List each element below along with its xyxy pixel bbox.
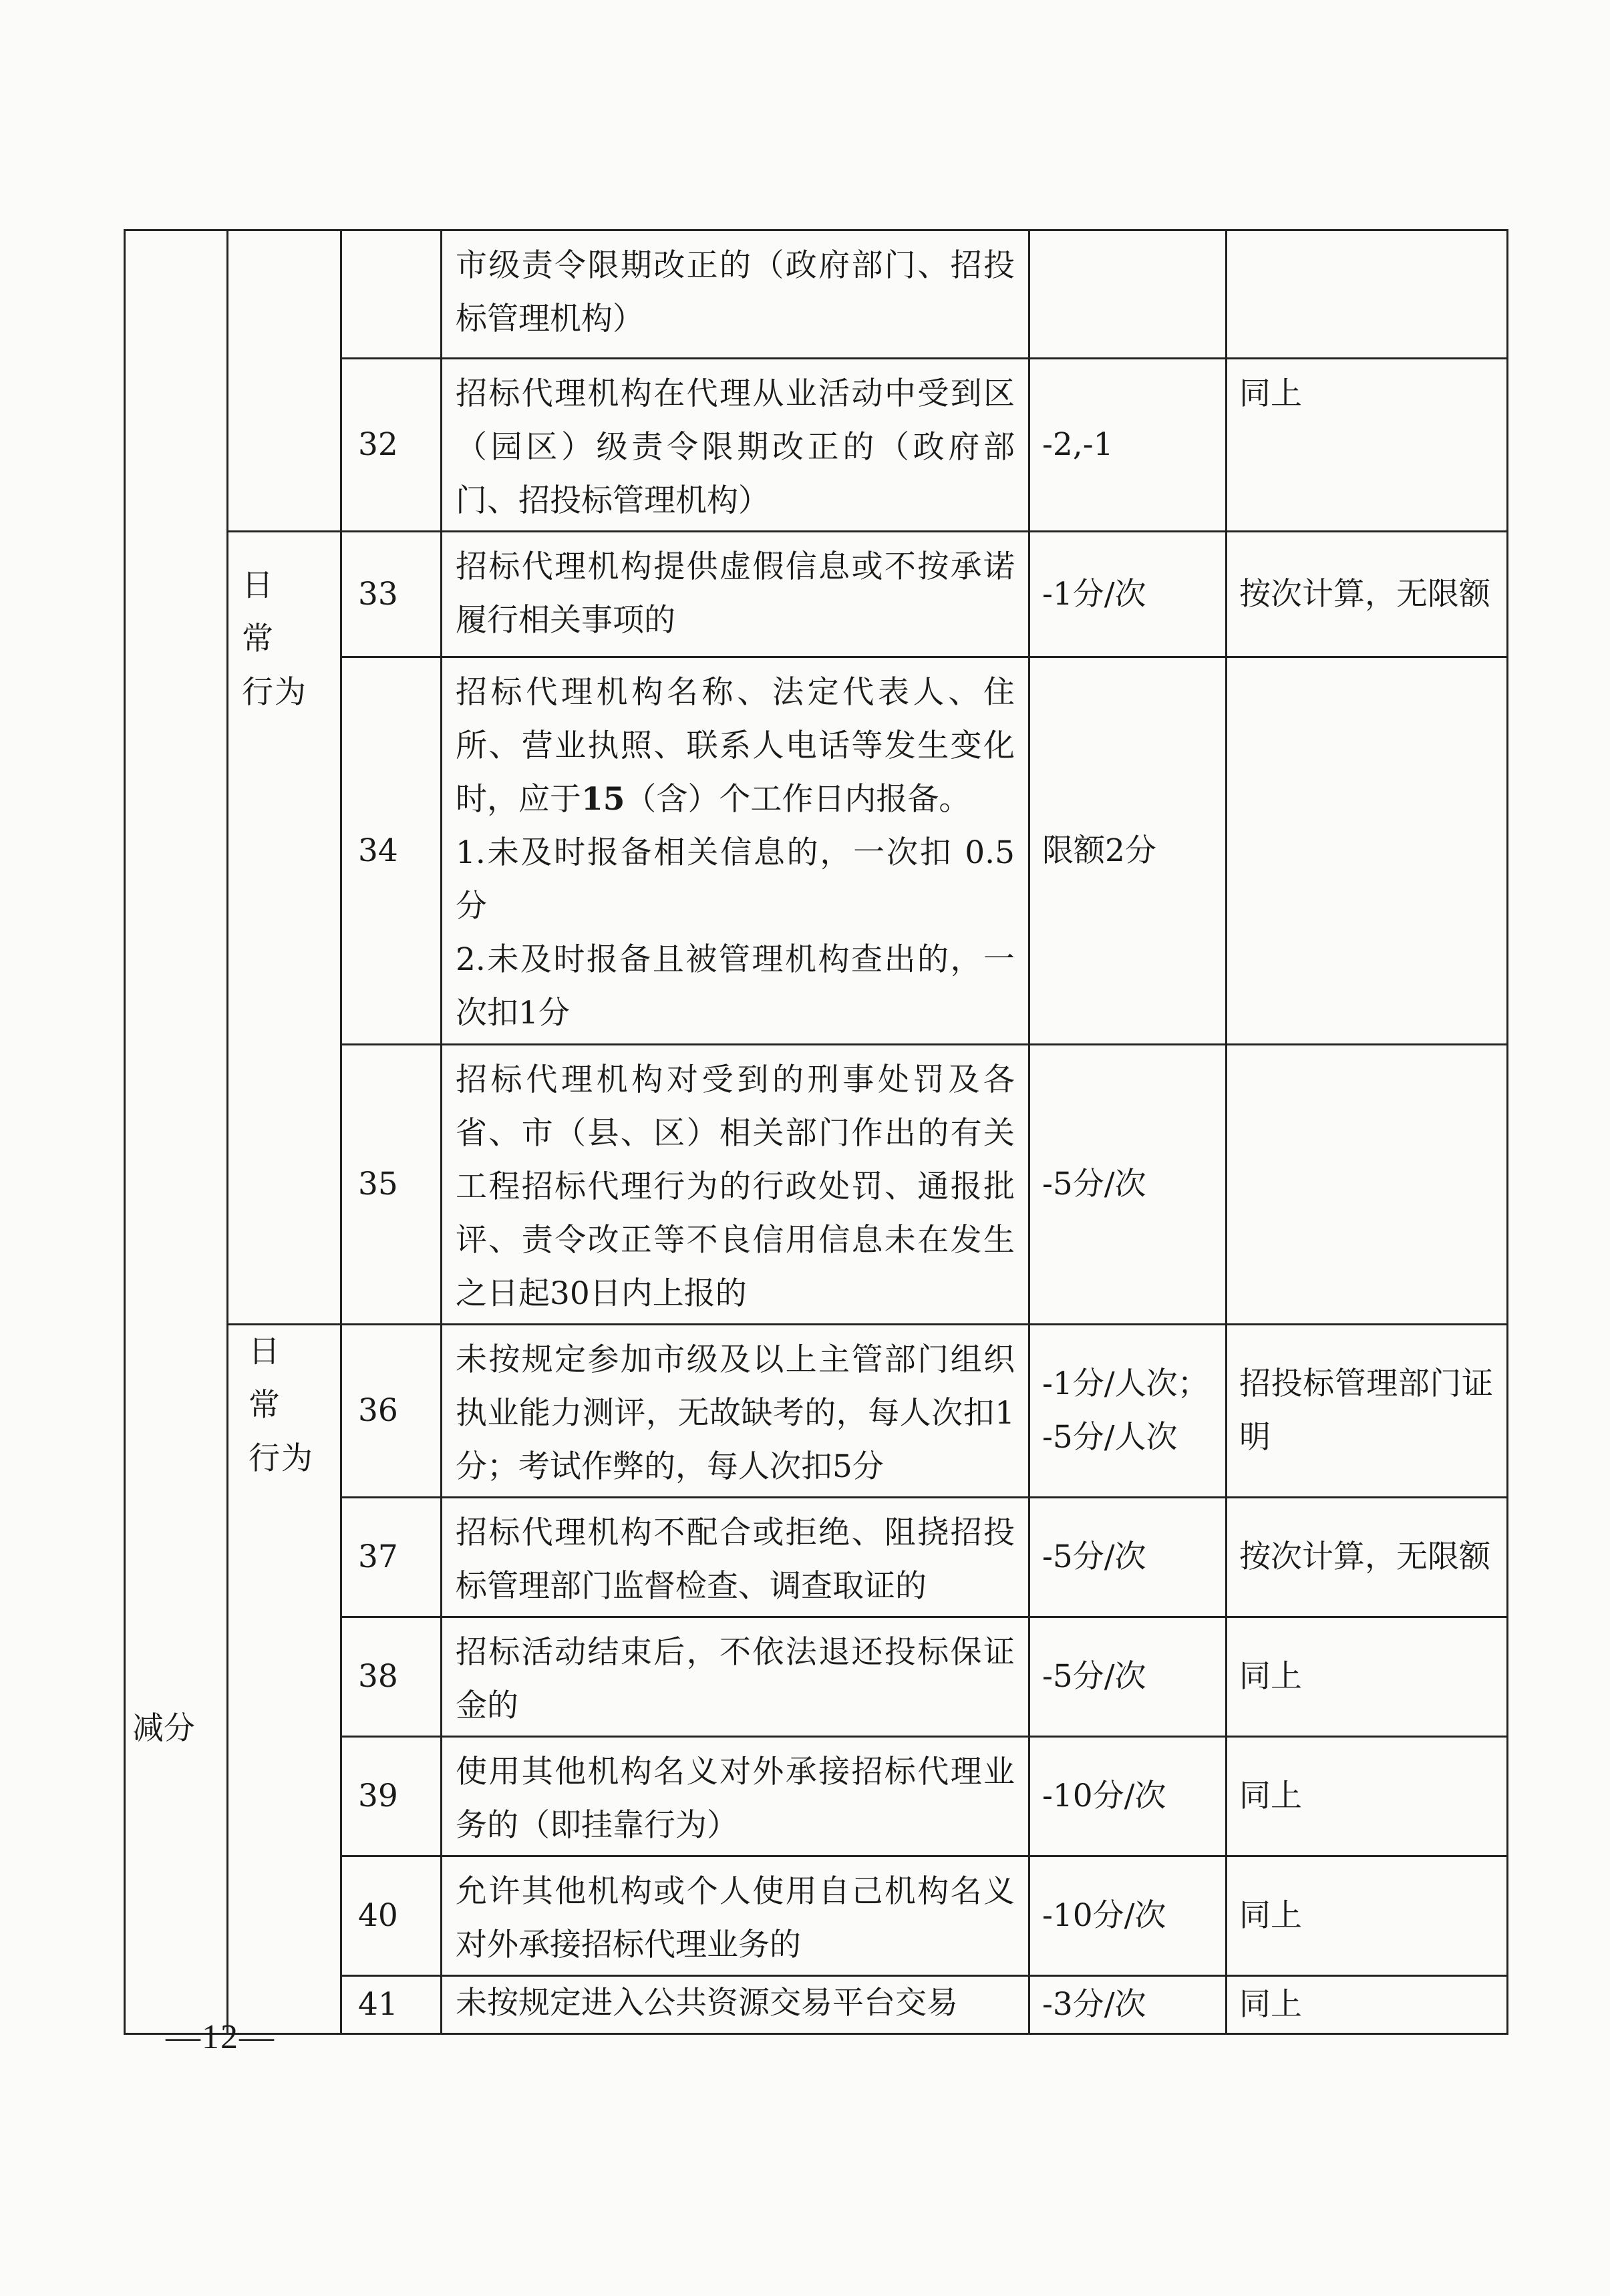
item-number: 39 (341, 1737, 442, 1856)
item-description: 招标代理机构在代理从业活动中受到区（园区）级责令限期改正的（政府部门、招投标管理机构） (442, 359, 1029, 532)
item-description: 使用其他机构名义对外承接招标代理业务的（即挂靠行为） (442, 1737, 1029, 1856)
category-cell-deduction: 减分 (125, 230, 228, 2034)
item-note: 同上 (1227, 1976, 1508, 2034)
item-description: 未按规定参加市级及以上主管部门组织执业能力测评，无故缺考的，每人次扣1分；考试作弊的，每人次扣5分 (442, 1325, 1029, 1498)
sub-category-cell-daily-behavior (228, 532, 341, 1325)
item-description-rule-2: 2.未及时报备且被管理机构查出的，一次扣1分 (456, 941, 1015, 1031)
item-note: 同上 (1227, 1856, 1508, 1976)
item-description: 未按规定进入公共资源交易平台交易 (442, 1976, 1029, 2034)
sub-category-label: 日 常 行为 (242, 567, 307, 711)
item-score: -1分/次 (1029, 532, 1227, 657)
item-description: 招标代理机构不配合或拒绝、阻挠招投标管理部门监督检查、调查取证的 (442, 1498, 1029, 1617)
item-score (1029, 1325, 1227, 1498)
item-number: 40 (341, 1856, 442, 1976)
table-row (125, 532, 1508, 657)
item-number: 41 (341, 1976, 442, 2034)
item-number: 36 (341, 1325, 442, 1498)
item-score: -10分/次 (1029, 1856, 1227, 1976)
item-description-part: （含）个工作日内报备。 (625, 781, 971, 818)
item-description: 招标代理机构对受到的刑事处罚及各省、市（县、区）相关部门作出的有关工程招标代理行为的行政处罚、通报批评、责令改正等不良信用信息未在发生之日起30日内上报的 (442, 1045, 1029, 1325)
item-score: -5分/次 (1029, 1617, 1227, 1737)
item-number (341, 230, 442, 359)
item-description-part: 招标代理机构名称、法定代表人、住所、营业执照、联系人电话等发生变化时，应于 (456, 674, 1015, 818)
item-note: 同上 (1227, 1737, 1508, 1856)
item-number: 37 (341, 1498, 442, 1617)
sub-category-label: 日 常 行为 (249, 1333, 314, 1477)
item-score: -10分/次 (1029, 1737, 1227, 1856)
item-score-line: -5分/人次 (1042, 1419, 1178, 1456)
sub-category-cell-daily-behavior-2 (228, 1325, 341, 2034)
item-note (1227, 657, 1508, 1045)
item-score-line: -1分/人次； (1042, 1365, 1209, 1402)
item-note (1227, 230, 1508, 359)
item-number: 38 (341, 1617, 442, 1737)
item-note: 按次计算，无限额 (1227, 1498, 1508, 1617)
item-note: 同上 (1227, 1617, 1508, 1737)
item-number: 33 (341, 532, 442, 657)
item-note: 按次计算，无限额 (1227, 532, 1508, 657)
item-note: 同上 (1227, 359, 1508, 532)
item-description: 招标代理机构提供虚假信息或不按承诺履行相关事项的 (442, 532, 1029, 657)
item-number: 34 (341, 657, 442, 1045)
item-score (1029, 230, 1227, 359)
item-description: 允许其他机构或个人使用自己机构名义对外承接招标代理业务的 (442, 1856, 1029, 1976)
item-description (442, 657, 1029, 1045)
table-row (125, 1325, 1508, 1498)
table-row (125, 230, 1508, 359)
item-number: 32 (341, 359, 442, 532)
item-description-days: 15 (581, 781, 625, 818)
item-score: -2,-1 (1029, 359, 1227, 532)
page-number: —12— (166, 2018, 275, 2056)
item-score: -5分/次 (1029, 1045, 1227, 1325)
item-note: 招投标管理部门证明 (1227, 1325, 1508, 1498)
scoring-table (124, 229, 1508, 2035)
item-description-rule-1: 1.未及时报备相关信息的，一次扣 0.5分 (456, 834, 1015, 925)
item-score: -3分/次 (1029, 1976, 1227, 2034)
item-score: -5分/次 (1029, 1498, 1227, 1617)
sub-category-cell-empty (228, 230, 341, 532)
item-description: 招标活动结束后，不依法退还投标保证金的 (442, 1617, 1029, 1737)
item-description: 市级责令限期改正的（政府部门、招投标管理机构） (442, 230, 1029, 359)
item-number: 35 (341, 1045, 442, 1325)
item-score: 限额2分 (1029, 657, 1227, 1045)
item-note (1227, 1045, 1508, 1325)
